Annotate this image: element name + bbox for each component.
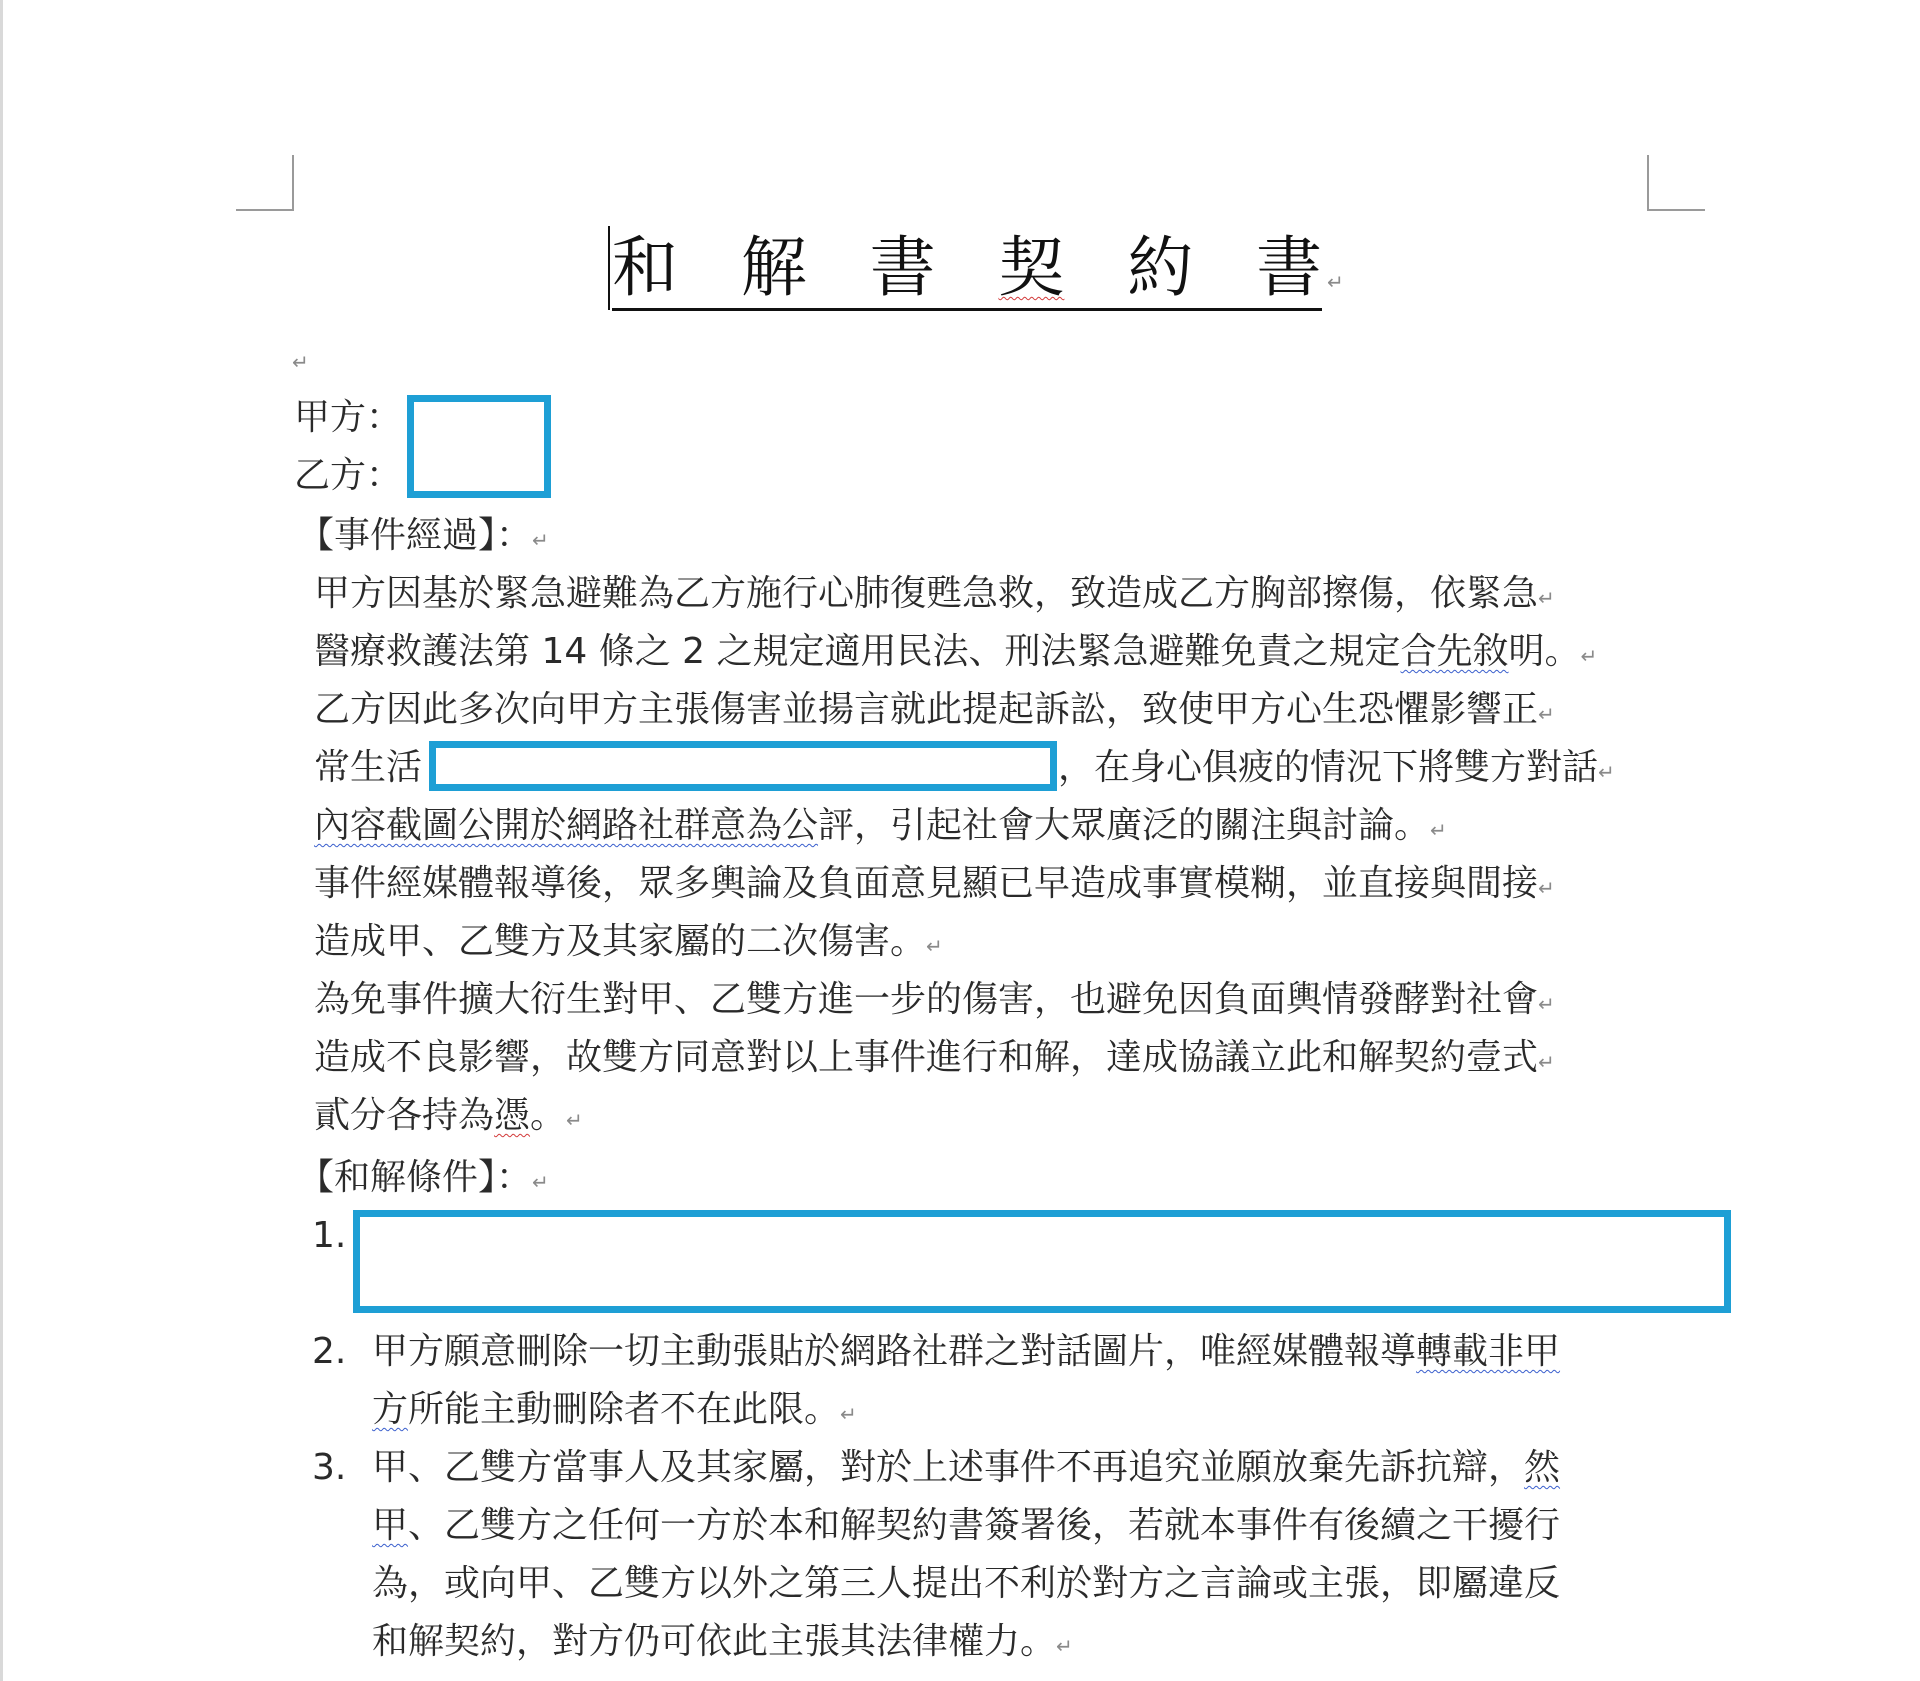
title-char: 約 bbox=[1127, 229, 1194, 306]
list-item-line: 為，或向甲、乙雙方以外之第三人提出不利於對方之言論或主張，即屬違反 bbox=[372, 1563, 1561, 1604]
crop-mark-top-left-vertical bbox=[292, 155, 294, 210]
body-line: 內容截圖公開於網路社群意為公評，引起社會大眾廣泛的關注與討論。↵ bbox=[314, 805, 1447, 846]
list-item-number: 1. bbox=[312, 1215, 347, 1256]
redacted-term-1 bbox=[353, 1210, 1731, 1313]
body-line: 為免事件擴大衍生對甲、乙雙方進一步的傷害，也避免因負面輿情發酵對社會↵ bbox=[314, 979, 1555, 1020]
list-item-number: 2. bbox=[312, 1331, 347, 1372]
crop-mark-top-right-vertical bbox=[1647, 155, 1649, 210]
body-line: 常生活 bbox=[314, 747, 423, 788]
title-char: 和 bbox=[612, 229, 678, 306]
body-line: 事件經媒體報導後，眾多輿論及負面意見顯已早造成事實模糊，並直接與間接↵ bbox=[314, 863, 1555, 904]
body-line: 甲方因基於緊急避難為乙方施行心肺復甦急救，致造成乙方胸部擦傷，依緊急↵ bbox=[314, 573, 1555, 614]
title-char: 書 bbox=[869, 229, 936, 306]
body-line: 乙方因此多次向甲方主張傷害並揚言就此提起訴訟，致使甲方心生恐懼影響正↵ bbox=[314, 689, 1555, 730]
paragraph-mark: ↵ bbox=[1327, 270, 1344, 294]
text-cursor bbox=[608, 226, 610, 310]
title-char: 書 bbox=[1255, 229, 1322, 306]
body-line: ，在身心俱疲的情況下將雙方對話↵ bbox=[1058, 747, 1615, 788]
page-left-edge bbox=[0, 0, 3, 1681]
list-item-line: 甲方願意刪除一切主動張貼於網路社群之對話圖片，唯經媒體報導轉載非甲 bbox=[372, 1331, 1561, 1372]
list-item-line: 方所能主動刪除者不在此限。↵ bbox=[372, 1389, 857, 1430]
body-line: 貳分各持為憑。↵ bbox=[314, 1095, 583, 1136]
redacted-text-block bbox=[429, 741, 1057, 791]
body-line: 醫療救護法第 14 條之 2 之規定適用民法、刑法緊急避難免責之規定合先敘明。↵ bbox=[314, 631, 1598, 672]
list-item-line: 和解契約，對方仍可依此主張其法律權力。↵ bbox=[372, 1621, 1073, 1662]
crop-mark-top-right-horizontal bbox=[1647, 209, 1705, 211]
paragraph-mark: ↵ bbox=[292, 350, 309, 374]
body-line: 造成不良影響，故雙方同意對以上事件進行和解，達成協議立此和解契約壹式↵ bbox=[314, 1037, 1555, 1078]
crop-mark-top-left-horizontal bbox=[236, 209, 294, 211]
party-a-label: 甲方： bbox=[294, 397, 403, 438]
section-heading-events: 【事件經過】：↵ bbox=[298, 515, 549, 556]
title-char: 契 bbox=[998, 229, 1065, 306]
list-item-line: 甲、乙雙方之任何一方於本和解契約書簽署後，若就本事件有後續之干擾行 bbox=[372, 1505, 1561, 1546]
redacted-party-names bbox=[407, 395, 551, 498]
section-heading-terms: 【和解條件】：↵ bbox=[298, 1157, 549, 1198]
list-item-line: 甲、乙雙方當事人及其家屬，對於上述事件不再追究並願放棄先訴抗辯，然 bbox=[372, 1447, 1561, 1488]
list-item-number: 3. bbox=[312, 1447, 347, 1488]
body-line: 造成甲、乙雙方及其家屬的二次傷害。↵ bbox=[314, 921, 943, 962]
party-b-label: 乙方： bbox=[294, 455, 403, 496]
document-title[interactable] bbox=[612, 228, 1322, 311]
title-char: 解 bbox=[740, 229, 807, 306]
